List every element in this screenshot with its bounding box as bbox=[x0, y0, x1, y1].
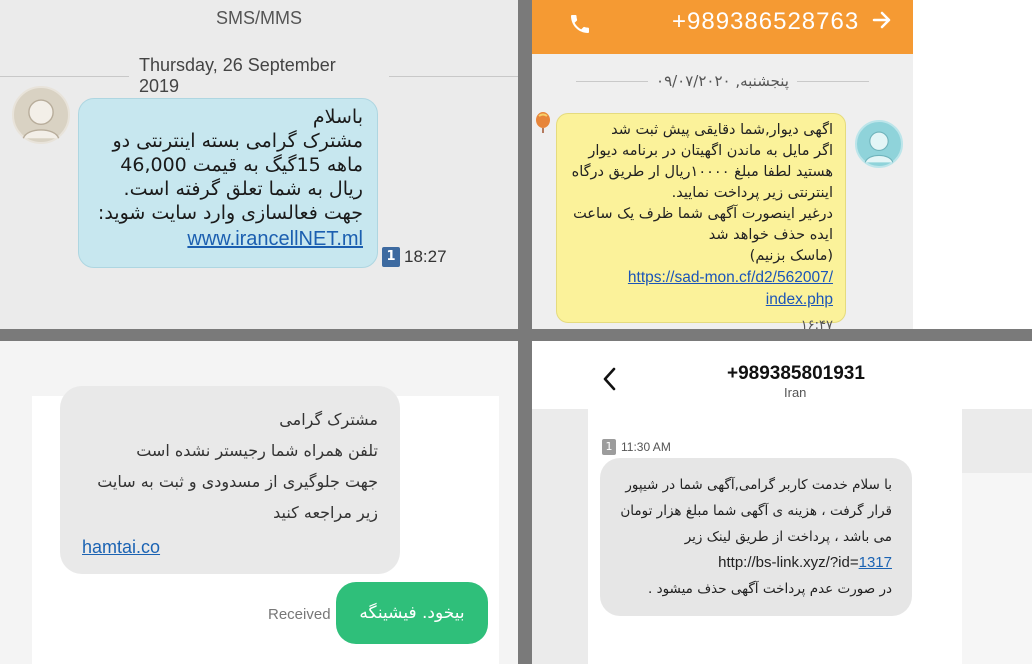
sim-badge-icon: 1 bbox=[602, 439, 616, 455]
message-bubble[interactable] bbox=[600, 458, 912, 616]
chevron-left-icon[interactable] bbox=[600, 365, 620, 400]
message-line: اینترنتی زیر پرداخت نمایید. bbox=[671, 185, 833, 201]
message-line: مشترک گرامی بسته اینترنتی دو bbox=[112, 130, 363, 152]
message-line: اگر مایل به ماندن اگهیتان در برنامه دیوار bbox=[588, 143, 833, 159]
sender-number: +989385801931 bbox=[727, 363, 865, 384]
date-separator bbox=[0, 55, 518, 97]
conversation-header bbox=[532, 0, 913, 54]
panel-hamtai-sms bbox=[0, 341, 518, 664]
message-line: هستید لطفا مبلغ ۱۰۰۰۰ریال ار طریق درگاه bbox=[571, 164, 833, 180]
sender-country: Iran bbox=[784, 385, 807, 400]
arrow-right-icon[interactable] bbox=[870, 8, 894, 38]
message-line: قرار گرفت ، هزینه ی آگهی شما مبلغ هزار تومان bbox=[620, 503, 892, 519]
message-time: ۱۶:۴۷ bbox=[800, 318, 833, 329]
message-line: باسلام bbox=[312, 106, 363, 128]
divider bbox=[797, 81, 869, 82]
phishing-link[interactable]: hamtai.co bbox=[82, 537, 161, 557]
background-strip bbox=[913, 0, 1032, 329]
divider bbox=[0, 76, 129, 77]
link-prefix: http://bs-link.xyz/?id= bbox=[718, 554, 859, 571]
message-line: با سلام خدمت کاربر گرامی,آگهی شما در شیپور bbox=[625, 477, 892, 493]
panel-divar-sms bbox=[532, 0, 1032, 329]
message-time: 11:30 AM bbox=[621, 440, 671, 454]
panel-irancell-sms bbox=[0, 0, 518, 329]
background-strip bbox=[962, 473, 1032, 664]
message-bubble[interactable] bbox=[556, 113, 846, 329]
divider bbox=[576, 81, 648, 82]
date-label: Thursday, 26 September 2019 bbox=[139, 55, 336, 96]
message-line: ریال به شما تعلق گرفته است. bbox=[123, 178, 363, 200]
date-label: پنجشنبه, ۰۹/۰۷/۲۰۲۰ bbox=[656, 72, 789, 90]
message-bubble[interactable] bbox=[60, 386, 400, 574]
contact-avatar-icon[interactable] bbox=[855, 120, 903, 168]
divider bbox=[389, 76, 518, 77]
phishing-link[interactable] bbox=[620, 550, 892, 576]
sender-number: +989386528763 bbox=[672, 8, 860, 35]
phishing-link[interactable]: https://sad-mon.cf/d2/562007/ bbox=[627, 269, 833, 286]
link-id[interactable]: 1317 bbox=[858, 554, 892, 571]
message-time: 18:27 bbox=[404, 247, 447, 266]
message-meta bbox=[602, 439, 671, 455]
sim-badge-icon: 1 bbox=[382, 247, 400, 267]
message-line: می باشد ، پرداخت از طریق لینک زیر bbox=[684, 529, 892, 545]
contact-avatar-icon[interactable] bbox=[12, 86, 70, 144]
message-line: تلفن همراه شما رجیستر نشده است bbox=[136, 441, 378, 460]
app-title: SMS/MMS bbox=[215, 8, 302, 28]
message-line: جهت فعالسازی وارد سایت شوید: bbox=[97, 202, 363, 224]
message-line: درغیر اینصورت آگهی شما ظرف یک ساعت bbox=[573, 206, 833, 222]
message-line: زیر مراجعه کنید bbox=[273, 503, 378, 522]
message-line: مشترک گرامی bbox=[279, 410, 378, 429]
message-line: ایده حذف خواهد شد bbox=[708, 227, 833, 243]
message-line: جهت جلوگیری از مسدودی و ثبت به سایت bbox=[97, 472, 378, 491]
sent-message-bubble[interactable]: بیخود. فیشینگه bbox=[336, 582, 488, 644]
phone-call-icon[interactable] bbox=[568, 12, 592, 36]
phishing-link[interactable]: www.irancellNET.ml bbox=[187, 228, 363, 250]
message-line: اگهی دیوار,شما دقایقی پیش ثبت شد bbox=[611, 122, 833, 138]
message-line: (ماسک بزنیم) bbox=[749, 248, 833, 264]
date-separator bbox=[532, 72, 913, 90]
message-line: ماهه 15گیگ به قیمت 46,000 bbox=[120, 154, 363, 176]
received-label: Received bbox=[268, 606, 331, 623]
panel-sheypoor-sms bbox=[532, 341, 1032, 664]
balloon-icon bbox=[534, 112, 552, 134]
phishing-link-continued[interactable]: index.php bbox=[765, 291, 833, 308]
message-bubble[interactable] bbox=[78, 98, 378, 268]
message-line: در صورت عدم پرداخت آگهی حذف میشود . bbox=[647, 581, 892, 597]
